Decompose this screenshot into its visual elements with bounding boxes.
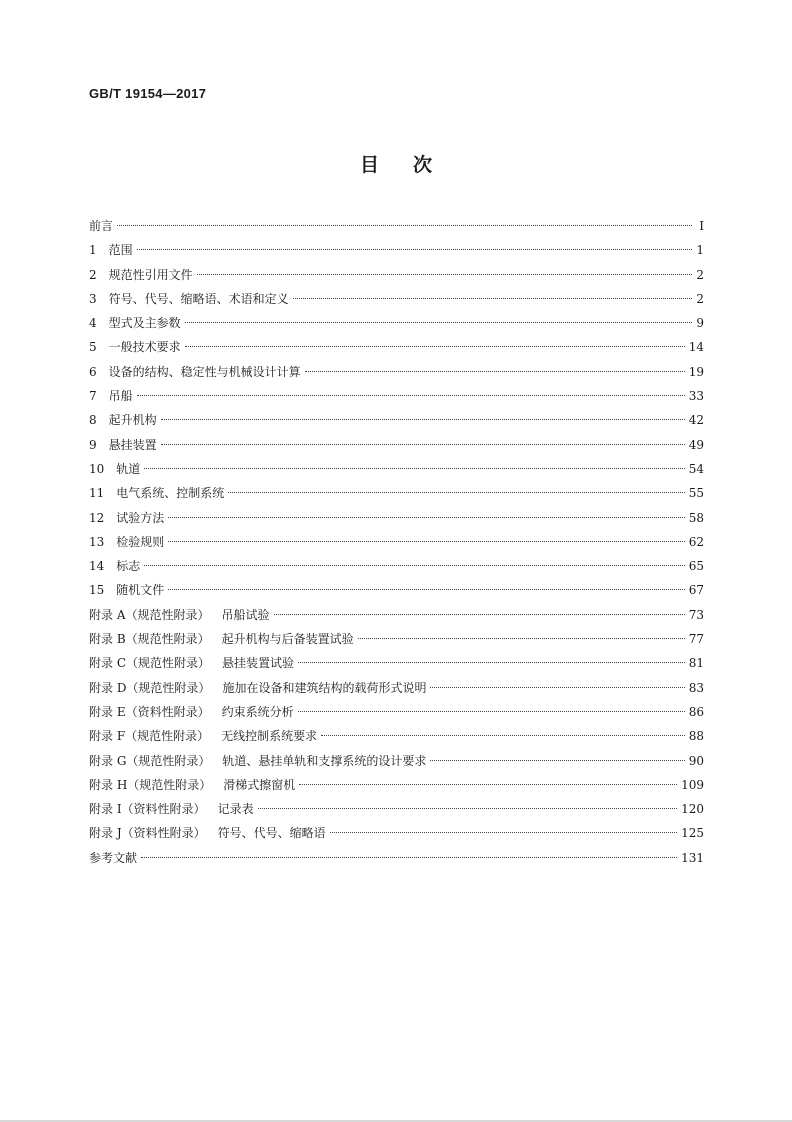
toc-entry[interactable] xyxy=(89,506,704,530)
toc-entry-page: 86 xyxy=(688,704,704,719)
toc-entry[interactable] xyxy=(89,676,704,700)
toc-entry[interactable] xyxy=(89,578,704,602)
toc-entry-label: 电气系统、控制系统 xyxy=(116,486,225,501)
toc-entry-page: 49 xyxy=(688,437,704,452)
toc-entry-label: 轨道、悬挂单轨和支撑系统的设计要求 xyxy=(222,753,427,768)
standard-code: GB/T 19154—2017 xyxy=(89,86,207,101)
toc-entry[interactable] xyxy=(89,700,704,724)
toc-entry-label: 吊船试验 xyxy=(221,607,270,622)
toc-entry-label: 标志 xyxy=(116,559,141,574)
toc-dot-leader xyxy=(137,395,685,396)
toc-dot-leader xyxy=(168,541,684,542)
toc-entry[interactable] xyxy=(89,627,704,651)
toc-entry-label: 前言 xyxy=(89,219,114,233)
toc-entry-label: 设备的结构、稳定性与机械设计计算 xyxy=(108,364,301,379)
toc-entry-number: 附录 D（规范性附录） xyxy=(89,680,211,695)
toc-dot-leader xyxy=(274,614,685,615)
toc-entry-label: 检验规则 xyxy=(116,534,165,549)
toc-entry-page: 67 xyxy=(688,583,704,598)
toc-entry-number: 7 xyxy=(89,389,97,404)
toc-entry[interactable] xyxy=(89,821,704,845)
toc-entry-page: 109 xyxy=(681,777,704,792)
toc-dot-leader xyxy=(185,346,685,347)
toc-entry-label: 起升机构 xyxy=(108,413,157,428)
toc-dot-leader xyxy=(141,857,677,858)
toc-entry-number: 附录 I（资料性附录） xyxy=(89,802,206,817)
toc-entry[interactable] xyxy=(89,335,704,359)
toc-entry-number: 9 xyxy=(89,437,97,452)
toc-entry-page: 90 xyxy=(688,753,704,768)
toc-dot-leader xyxy=(168,589,684,590)
toc-dot-leader xyxy=(137,249,692,250)
toc-dot-leader xyxy=(161,419,685,420)
toc-entry-page: 62 xyxy=(688,534,704,549)
toc-entry-number: 1 xyxy=(89,243,97,258)
toc-entry-page: 14 xyxy=(688,340,704,355)
toc-dot-leader xyxy=(305,371,685,372)
toc-dot-leader xyxy=(298,662,685,663)
toc-entry[interactable] xyxy=(89,846,704,870)
toc-dot-leader xyxy=(168,517,684,518)
toc-entry[interactable] xyxy=(89,530,704,554)
toc-entry[interactable] xyxy=(89,384,704,408)
toc-entry-label: 施加在设备和建筑结构的载荷形式说明 xyxy=(222,680,427,695)
toc-entry-label: 悬挂装置 xyxy=(108,437,157,452)
toc-entry-number: 附录 G（规范性附录） xyxy=(89,753,211,768)
toc-entry[interactable] xyxy=(89,554,704,578)
toc-entry[interactable] xyxy=(89,773,704,797)
toc-entry-number: 附录 C（规范性附录） xyxy=(89,656,210,671)
toc-entry-number: 11 xyxy=(89,486,105,501)
toc-entry-number: 2 xyxy=(89,267,97,282)
toc-entry[interactable] xyxy=(89,263,704,287)
toc-dot-leader xyxy=(299,784,677,785)
toc-entry[interactable] xyxy=(89,311,704,335)
toc-dot-leader xyxy=(293,298,692,299)
toc-entry-number: 附录 B（规范性附录） xyxy=(89,632,210,647)
toc-entry-label: 规范性引用文件 xyxy=(108,267,193,282)
toc-dot-leader xyxy=(358,638,685,639)
toc-entry[interactable] xyxy=(89,214,704,238)
toc-dot-leader xyxy=(430,760,684,761)
toc-entry[interactable] xyxy=(89,360,704,384)
toc-entry[interactable] xyxy=(89,481,704,505)
toc-entry-label: 范围 xyxy=(108,243,133,258)
toc-entry-page: 19 xyxy=(688,364,704,379)
toc-entry-label: 试验方法 xyxy=(116,510,165,525)
toc-entry-number: 附录 A（规范性附录） xyxy=(89,607,210,622)
toc-entry-label: 型式及主参数 xyxy=(108,316,181,331)
toc-entry-page: 33 xyxy=(688,389,704,404)
toc-entry[interactable] xyxy=(89,603,704,627)
toc-entry[interactable] xyxy=(89,797,704,821)
toc-entry-page: 1 xyxy=(696,243,704,258)
toc-entry-number: 附录 E（资料性附录） xyxy=(89,704,210,719)
toc-dot-leader xyxy=(228,492,684,493)
toc-entry-page: 9 xyxy=(696,316,704,331)
toc-entry-page: 73 xyxy=(688,607,704,622)
toc-entry[interactable] xyxy=(89,408,704,432)
toc-dot-leader xyxy=(185,322,692,323)
toc-entry-page: 58 xyxy=(688,510,704,525)
toc-entry-page: 2 xyxy=(696,267,704,282)
toc-entry-page: 2 xyxy=(696,291,704,306)
toc-entry[interactable] xyxy=(89,457,704,481)
toc-entry-label: 起升机构与后备装置试验 xyxy=(221,632,354,647)
toc-entry-label: 约束系统分析 xyxy=(221,704,294,719)
toc-entry-number: 10 xyxy=(89,461,105,476)
toc-entry-label: 悬挂装置试验 xyxy=(222,656,295,671)
toc-entry-label: 符号、代号、缩略语、术语和定义 xyxy=(108,291,289,306)
toc-entry-number: 15 xyxy=(89,583,105,598)
toc-entry-label: 参考文献 xyxy=(89,850,138,865)
toc-entry-page: 55 xyxy=(688,486,704,501)
toc-dot-leader xyxy=(430,687,684,688)
toc-dot-leader xyxy=(144,565,684,566)
toc-dot-leader xyxy=(298,711,685,712)
toc-entry-label: 符号、代号、缩略语 xyxy=(217,826,326,841)
toc-entry[interactable] xyxy=(89,651,704,675)
toc-entry-page: 42 xyxy=(688,413,704,428)
toc-dot-leader xyxy=(258,808,678,809)
toc-entry-page: 77 xyxy=(688,632,704,647)
toc-entry-label: 滑梯式擦窗机 xyxy=(223,777,296,792)
toc-entry-label: 吊船 xyxy=(108,389,133,404)
toc-entry-page: 131 xyxy=(681,850,704,865)
toc-entry-number: 12 xyxy=(89,510,105,525)
toc-entry-page: 54 xyxy=(688,461,704,476)
toc-entry[interactable] xyxy=(89,724,704,748)
toc-entry-number: 附录 J（资料性附录） xyxy=(89,826,206,841)
toc-entry-page: 88 xyxy=(688,729,704,744)
toc-entry[interactable] xyxy=(89,287,704,311)
toc-entry-number: 14 xyxy=(89,559,105,574)
toc-entry-number: 4 xyxy=(89,316,97,331)
toc-entry-page: 65 xyxy=(688,559,704,574)
toc-entry-label: 随机文件 xyxy=(116,583,165,598)
toc-dot-leader xyxy=(197,274,692,275)
toc-entry-number: 5 xyxy=(89,340,97,355)
toc-entry-page: 83 xyxy=(688,680,704,695)
toc-entry-label: 无线控制系统要求 xyxy=(221,729,318,744)
toc-entry-label: 记录表 xyxy=(217,802,254,817)
toc-entry[interactable] xyxy=(89,749,704,773)
toc-entry-number: 13 xyxy=(89,534,105,549)
toc-entry-number: 6 xyxy=(89,364,97,379)
toc-entry-label: 一般技术要求 xyxy=(108,340,181,355)
toc-entry-number: 附录 H（规范性附录） xyxy=(89,777,212,792)
toc-entry-label: 轨道 xyxy=(116,461,141,476)
toc-dot-leader xyxy=(144,468,684,469)
toc-entry-page: 125 xyxy=(681,826,704,841)
toc-entry-number: 附录 F（规范性附录） xyxy=(89,729,210,744)
toc-dot-leader xyxy=(321,735,685,736)
table-of-contents xyxy=(89,214,704,870)
toc-entry[interactable] xyxy=(89,433,704,457)
toc-entry-number: 3 xyxy=(89,291,97,306)
toc-entry[interactable] xyxy=(89,238,704,262)
toc-dot-leader xyxy=(161,444,685,445)
toc-dot-leader xyxy=(330,832,677,833)
toc-entry-number: 8 xyxy=(89,413,97,428)
toc-entry-page: 120 xyxy=(681,802,704,817)
toc-entry-page: 81 xyxy=(688,656,704,671)
toc-entry-page: Ⅰ xyxy=(699,219,704,233)
toc-title: 目次 xyxy=(359,154,466,176)
toc-dot-leader xyxy=(117,225,692,226)
